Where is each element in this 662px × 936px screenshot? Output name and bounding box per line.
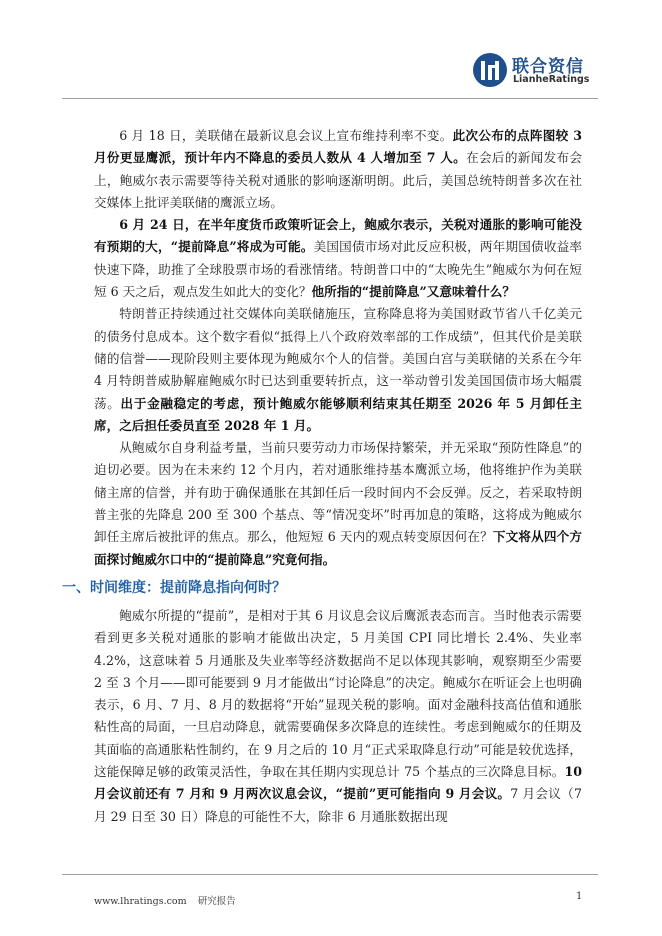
footer-info (94, 893, 244, 907)
footer-report-type: 研究报告 (197, 896, 236, 907)
body-text: 7 月会议（7 月 29 日至 30 日）降息的可能性不大，除非 6 月通胀数据出现 (94, 786, 582, 824)
emphasized-text: 10 月会议前还有 7 月和 9 月两次议息会议，“提前”更可能指向 9 月会议。 (94, 764, 582, 802)
footer-website-link[interactable]: www.lhratings.com (94, 896, 187, 907)
body-text: 鲍威尔所提的“提前”，是相对于其 6 月议息会议后鹰派表态而言。当时他表示需要看到更多关税对通胀的影响才能做出决定，5 月美国 CPI 同比增长 2.4%、失业率 4.2%，这意味着 5 月通胀及失业率等经济数据尚不足以体现其影响，观察期至少需要 2 至 3 个月——即可能要到 9 月才能做出“讨论降息”的决定。鲍威尔在听证会上也明确表示，6 月、7 月、8 月的数据将“开始”显现关税的影响。面对金融科技高估值和通胀粘性高的局面，一旦启动降息，就需要确保多次降息的连续性。考虑到鲍威尔的任期及其面临的高通胀粘性制约，在 9 月之后的 10 月“正式采取降息行动”可能是较优选择，这能保障足够的政策灵活性，争取在其任期内实现总计 75 个基点的三次降息目标。 (94, 607, 582, 780)
body-text: 从鲍威尔自身利益考量，当前只要劳动力市场保持繁荣，并无采取“预防性降息”的迫切必要。因为在未来约 12 个月内，若对通胀维持基本鹰派立场，他将维护作为美联储主席的信誉，并有助于确保通胀在其卸任后一段时间内不会反弹。反之，若采取特朗普主张的先降息 200 至 300 个基点、等“情况变坏”时再加息的策略，这将成为鲍威尔卸任主席后被批评的焦点。那么，他短短 6 天内的观点转变原因何在？ (94, 440, 582, 545)
emphasized-text: 下文将从四个方面探讨鲍威尔口中的“提前降息”究竟何指。 (94, 529, 582, 567)
body-text: 特朗普正持续通过社交媒体向美联储施压，宣称降息将为美国财政节省八千亿美元的债务付息成本。这个数字看似“抵得上八个政府效率部的工作成绩”，但其代价是美联储的信誉——现阶段则主要体现为鲍威尔个人的信誉。美国白宫与美联储的关系在今年 4 月特朗普威胁解雇鲍威尔时已达到重要转折点，这一举动曾引发美国国债市场大幅震荡。 (94, 306, 582, 411)
section-heading: 一、时间维度：提前降息指向何时？ (62, 579, 286, 596)
emphasized-text: 此次公布的点阵图较 3 月份更显鹰派，预计年内不降息的委员人数从 4 人增加至 7 人。 (94, 128, 582, 166)
lianhe-logo-icon (472, 52, 508, 88)
paragraph (94, 125, 582, 214)
page-number: 1 (576, 891, 583, 902)
report-body (62, 125, 583, 828)
paragraph (94, 214, 582, 303)
header-divider (62, 98, 598, 99)
body-text: 在会后的新闻发布会上，鲍威尔表示需要等待关税对通胀的影响逐渐明朗。此后，美国总统特朗普多次在社交媒体上批评美联储的鹰派立场。 (94, 150, 582, 210)
body-text: 6 月 18 日，美联储在最新议息会议上宣布维持利率不变。 (119, 128, 453, 143)
body-text: 美国国债市场对此反应积极，两年期国债收益率快速下降，助推了全球股票市场的看涨情绪。特朗普口中的“太晚先生”鲍威尔为何在短短 6 天之后，观点发生如此大的变化？ (94, 239, 582, 300)
emphasized-text: 他所指的“提前降息”又意味着什么？ (311, 284, 515, 300)
logo-chinese-name: 联合资信 (512, 57, 584, 77)
logo-english-name: LianheRatings (513, 74, 590, 85)
emphasized-text: 出于金融稳定的考虑，预计鲍威尔能够顺利结束其任期至 2026 年 5 月卸任主席，之后担任委员直至 2028 年 1 月。 (94, 395, 583, 433)
paragraph (94, 303, 582, 437)
paragraph (94, 605, 582, 828)
footer-divider (62, 874, 598, 875)
emphasized-text: 6 月 24 日，在半年度货币政策听证会上，鲍威尔表示，关税对通胀的影响可能没有预期的大，“提前降息”将成为可能。 (94, 217, 582, 255)
paragraph (94, 437, 582, 571)
lianhe-ratings-logo (472, 50, 602, 90)
